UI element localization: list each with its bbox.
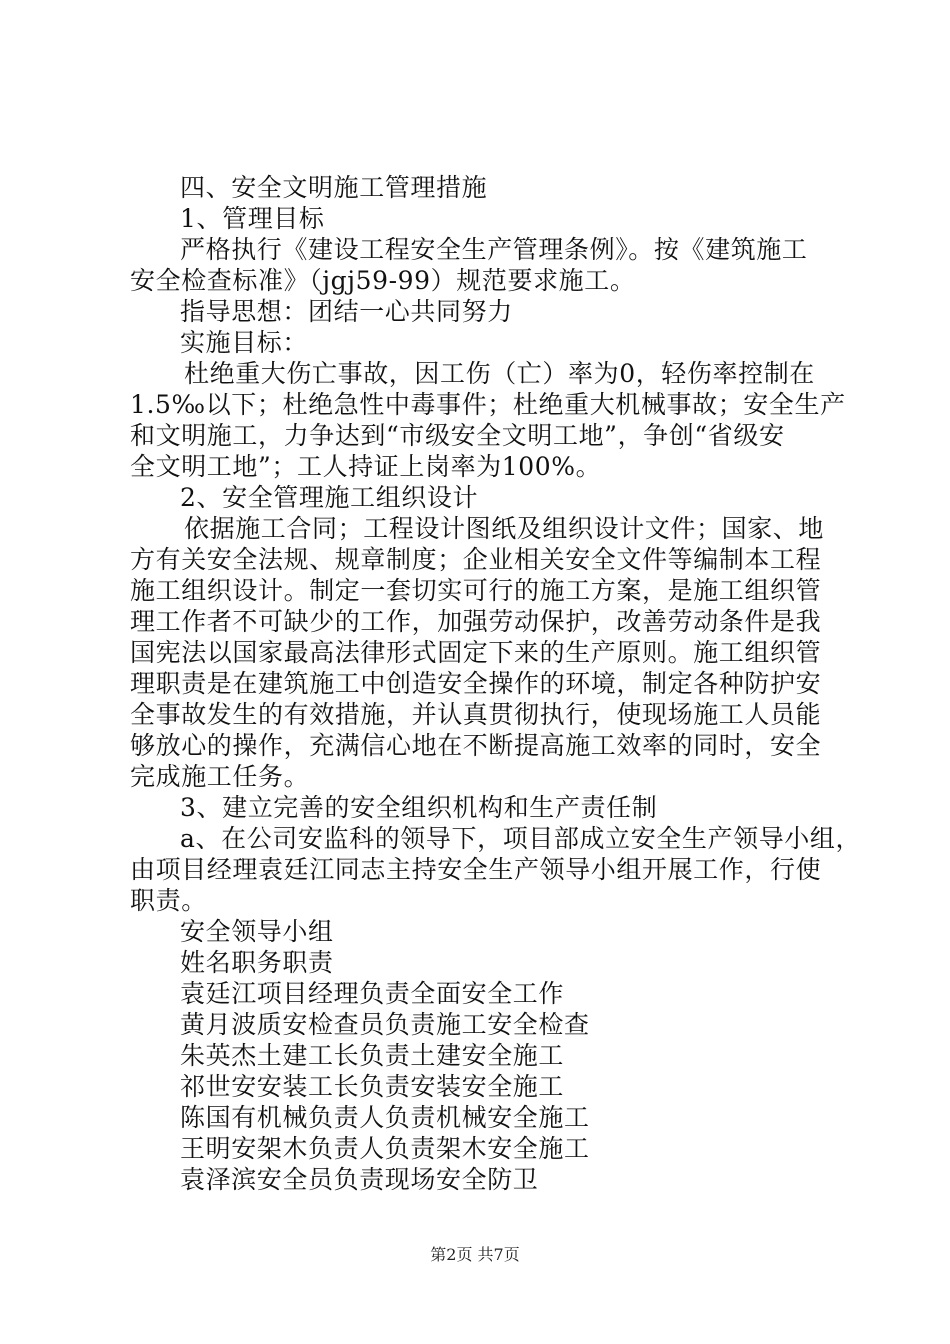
subsection-heading: 1、管理目标 <box>180 204 325 233</box>
document-body <box>130 172 862 1195</box>
paragraph-line: 杜绝重大伤亡事故，因工伤（亡）率为0，轻伤率控制在 <box>184 359 815 388</box>
paragraph-line: 理职责是在建筑施工中创造安全操作的环境，制定各种防护安 <box>130 669 822 698</box>
subsection-heading: 3、建立完善的安全组织机构和生产责任制 <box>180 793 658 822</box>
list-header: 姓名职务职责 <box>180 948 334 977</box>
paragraph-line: 依据施工合同；工程设计图纸及组织设计文件；国家、地 <box>184 514 825 543</box>
paragraph-line: 施工组织设计。制定一套切实可行的施工方案，是施工组织管 <box>130 576 822 605</box>
paragraph-line: 理工作者不可缺少的工作，加强劳动保护，改善劳动条件是我 <box>130 607 822 636</box>
list-item: 袁泽滨安全员负责现场安全防卫 <box>180 1165 539 1194</box>
paragraph-line: 完成施工任务。 <box>130 762 310 791</box>
paragraph-line: 全文明工地”；工人持证上岗率为100%。 <box>130 452 602 481</box>
list-item: 祁世安安装工长负责安装安全施工 <box>180 1072 565 1101</box>
subsection-heading: 2、安全管理施工组织设计 <box>180 483 479 512</box>
list-title: 安全领导小组 <box>180 917 334 946</box>
paragraph-line: 指导思想：团结一心共同努力 <box>180 297 513 326</box>
list-item: 王明安架木负责人负责架木安全施工 <box>180 1134 590 1163</box>
paragraph-line: 国宪法以国家最高法律形式固定下来的生产原则。施工组织管 <box>130 638 822 667</box>
paragraph-line: 实施目标： <box>180 328 309 357</box>
paragraph-line: 全事故发生的有效措施，并认真贯彻执行，使现场施工人员能 <box>130 700 822 729</box>
paragraph-line: 够放心的操作，充满信心地在不断提高施工效率的同时，安全 <box>130 731 822 760</box>
paragraph-line: 由项目经理袁廷江同志主持安全生产领导小组开展工作，行使 <box>130 855 822 884</box>
paragraph-line: 职责。 <box>130 886 207 915</box>
list-item: 陈国有机械负责人负责机械安全施工 <box>180 1103 590 1132</box>
list-item: 袁廷江项目经理负责全面安全工作 <box>180 979 565 1008</box>
list-item: 黄月波质安检查员负责施工安全检查 <box>180 1010 590 1039</box>
paragraph-line: 和文明施工，力争达到“市级安全文明工地”，争创“省级安 <box>130 421 785 450</box>
page-number-footer: 第2页 共7页 <box>430 1245 520 1264</box>
paragraph-line: 安全检查标准》（jgj59-99）规范要求施工。 <box>130 266 636 295</box>
list-item: 朱英杰土建工长负责土建安全施工 <box>180 1041 565 1070</box>
paragraph-line: 严格执行《建设工程安全生产管理条例》。按《建筑施工 <box>180 235 808 264</box>
paragraph-line: 方有关安全法规、规章制度；企业相关安全文件等编制本工程 <box>130 545 822 574</box>
paragraph-line: a、在公司安监科的领导下，项目部成立安全生产领导小组， <box>180 824 862 853</box>
section-heading: 四、安全文明施工管理措施 <box>180 173 488 202</box>
paragraph-line: 1.5‰以下；杜绝急性中毒事件；杜绝重大机械事故；安全生产 <box>130 390 846 419</box>
